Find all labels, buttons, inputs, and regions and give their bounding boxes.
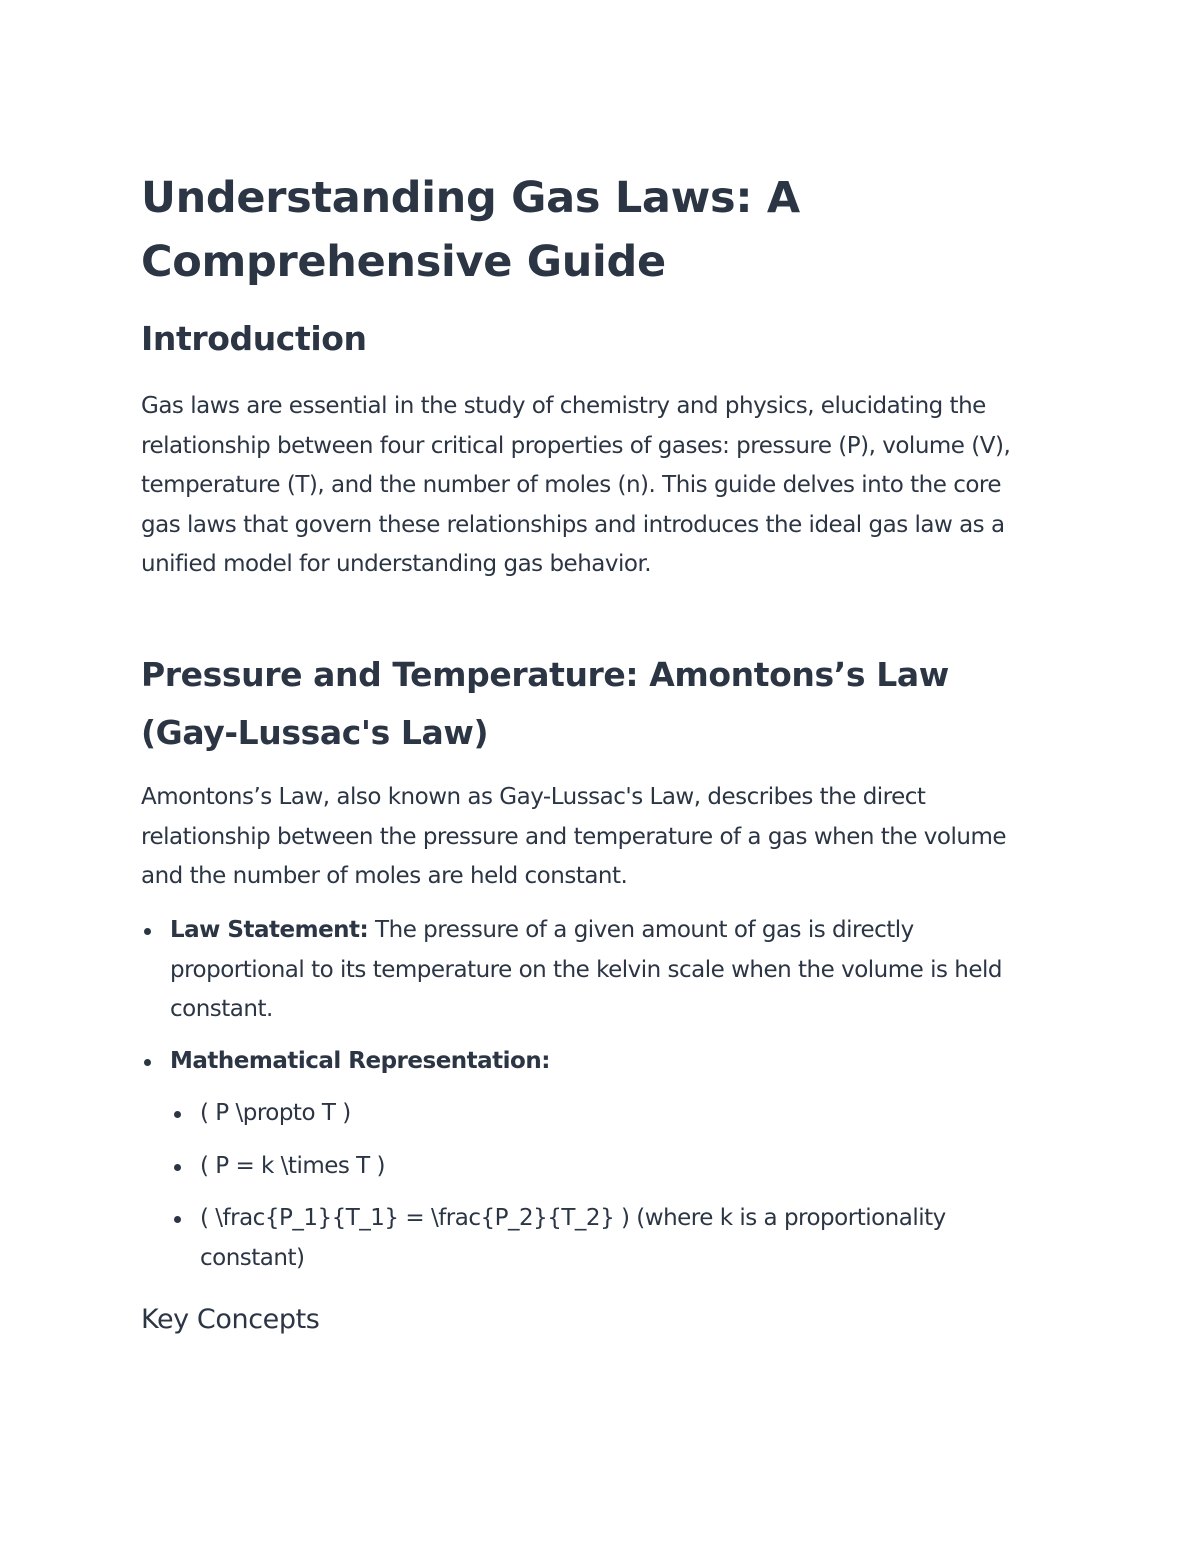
introduction-heading: Introduction: [141, 319, 367, 358]
key-concepts-heading: Key Concepts: [141, 1304, 320, 1335]
formula-text: ( P \propto T ): [200, 1100, 351, 1126]
document-title: Understanding Gas Laws: A Comprehensive Guide: [141, 173, 800, 287]
math-formula-list: [171, 1094, 1041, 1291]
formula-item: [171, 1147, 1041, 1187]
bullet-dot-icon: [174, 1216, 181, 1223]
law-statement-label: Law Statement:: [170, 917, 369, 943]
law-statement-item: [141, 911, 1041, 1031]
formula-item: [171, 1199, 1041, 1278]
introduction-paragraph: Gas laws are essential in the study of chemistry and physics, elucidating the relationship between four critical properties of gases: pressure (P), volume (V), temperature (T), and the number of moles (n). This guide delves into the core gas laws that govern these relationships and introduces the ideal gas law as a unified model for understanding gas behavior.: [141, 393, 1011, 578]
formula-text: ( \frac{P_1}{T_1} = \frac{P_2}{T_2} ) (where k is a proportionality constant): [200, 1205, 946, 1271]
math-representation-item: [141, 1042, 1041, 1082]
law-statement-text: The pressure of a given amount of gas is directly proportional to its temperature on the kelvin scale when the volume is held constant.: [170, 917, 1003, 1023]
formula-item: [171, 1094, 1041, 1134]
bullet-dot-icon: [174, 1164, 181, 1171]
amontons-bullet-list: [141, 911, 1041, 1082]
bullet-dot-icon: [144, 1059, 151, 1066]
amontons-law-paragraph: Amontons’s Law, also known as Gay-Lussac's Law, describes the direct relationship between the pressure and temperature of a gas when the volume and the number of moles are held constant.: [141, 784, 1007, 890]
bullet-dot-icon: [174, 1111, 181, 1118]
amontons-law-heading: Pressure and Temperature: Amontons’s Law (Gay-Lussac's Law): [141, 655, 949, 752]
formula-text: ( P = k \times T ): [200, 1152, 386, 1179]
bullet-dot-icon: [144, 928, 151, 935]
math-representation-label: Mathematical Representation:: [170, 1048, 550, 1074]
